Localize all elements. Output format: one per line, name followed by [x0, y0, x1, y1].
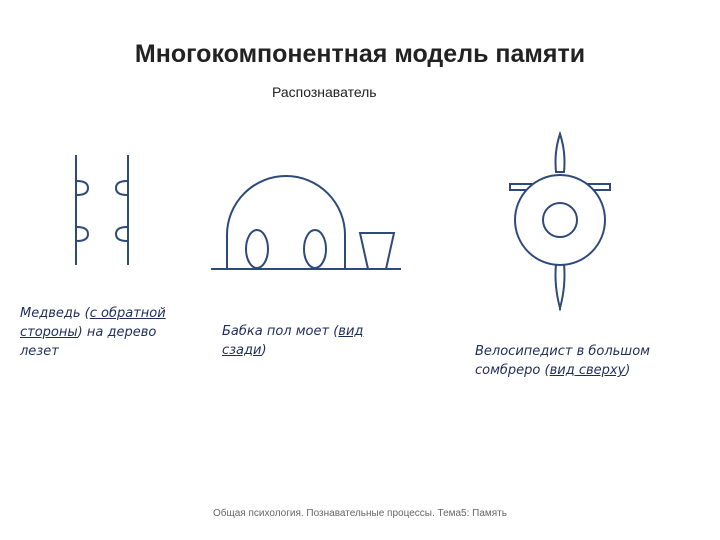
cyclist-droodle: [500, 128, 620, 313]
bear-droodle: [60, 150, 150, 270]
slide-footer: Общая психология. Познавательные процессы. Тема5: Память: [212, 508, 508, 519]
granny-caption: [222, 322, 387, 360]
slide-title: Многокомпонентная модель памяти: [134, 40, 586, 68]
bear-caption: [20, 304, 180, 361]
cyclist-caption: [475, 342, 660, 380]
cyclist-caption-underlined: вид сверху: [549, 363, 626, 378]
bear-caption-underlined: с обратной стороны: [20, 306, 166, 340]
granny-caption-text-1: Бабка пол моет (: [222, 324, 339, 339]
granny-caption-text-2: ): [261, 343, 267, 358]
cyclist-caption-text-1: Велосипедист в большом сомбреро (: [475, 344, 650, 378]
granny-droodle: [205, 165, 405, 275]
bear-caption-text-1: Медведь (: [20, 306, 90, 321]
cyclist-caption-text-2: ): [625, 363, 631, 378]
slide-subtitle: Распознаватель: [272, 84, 377, 100]
bear-caption-text-2: ) на дерево лезет: [20, 325, 157, 359]
granny-caption-underlined: вид сзади: [222, 324, 364, 358]
